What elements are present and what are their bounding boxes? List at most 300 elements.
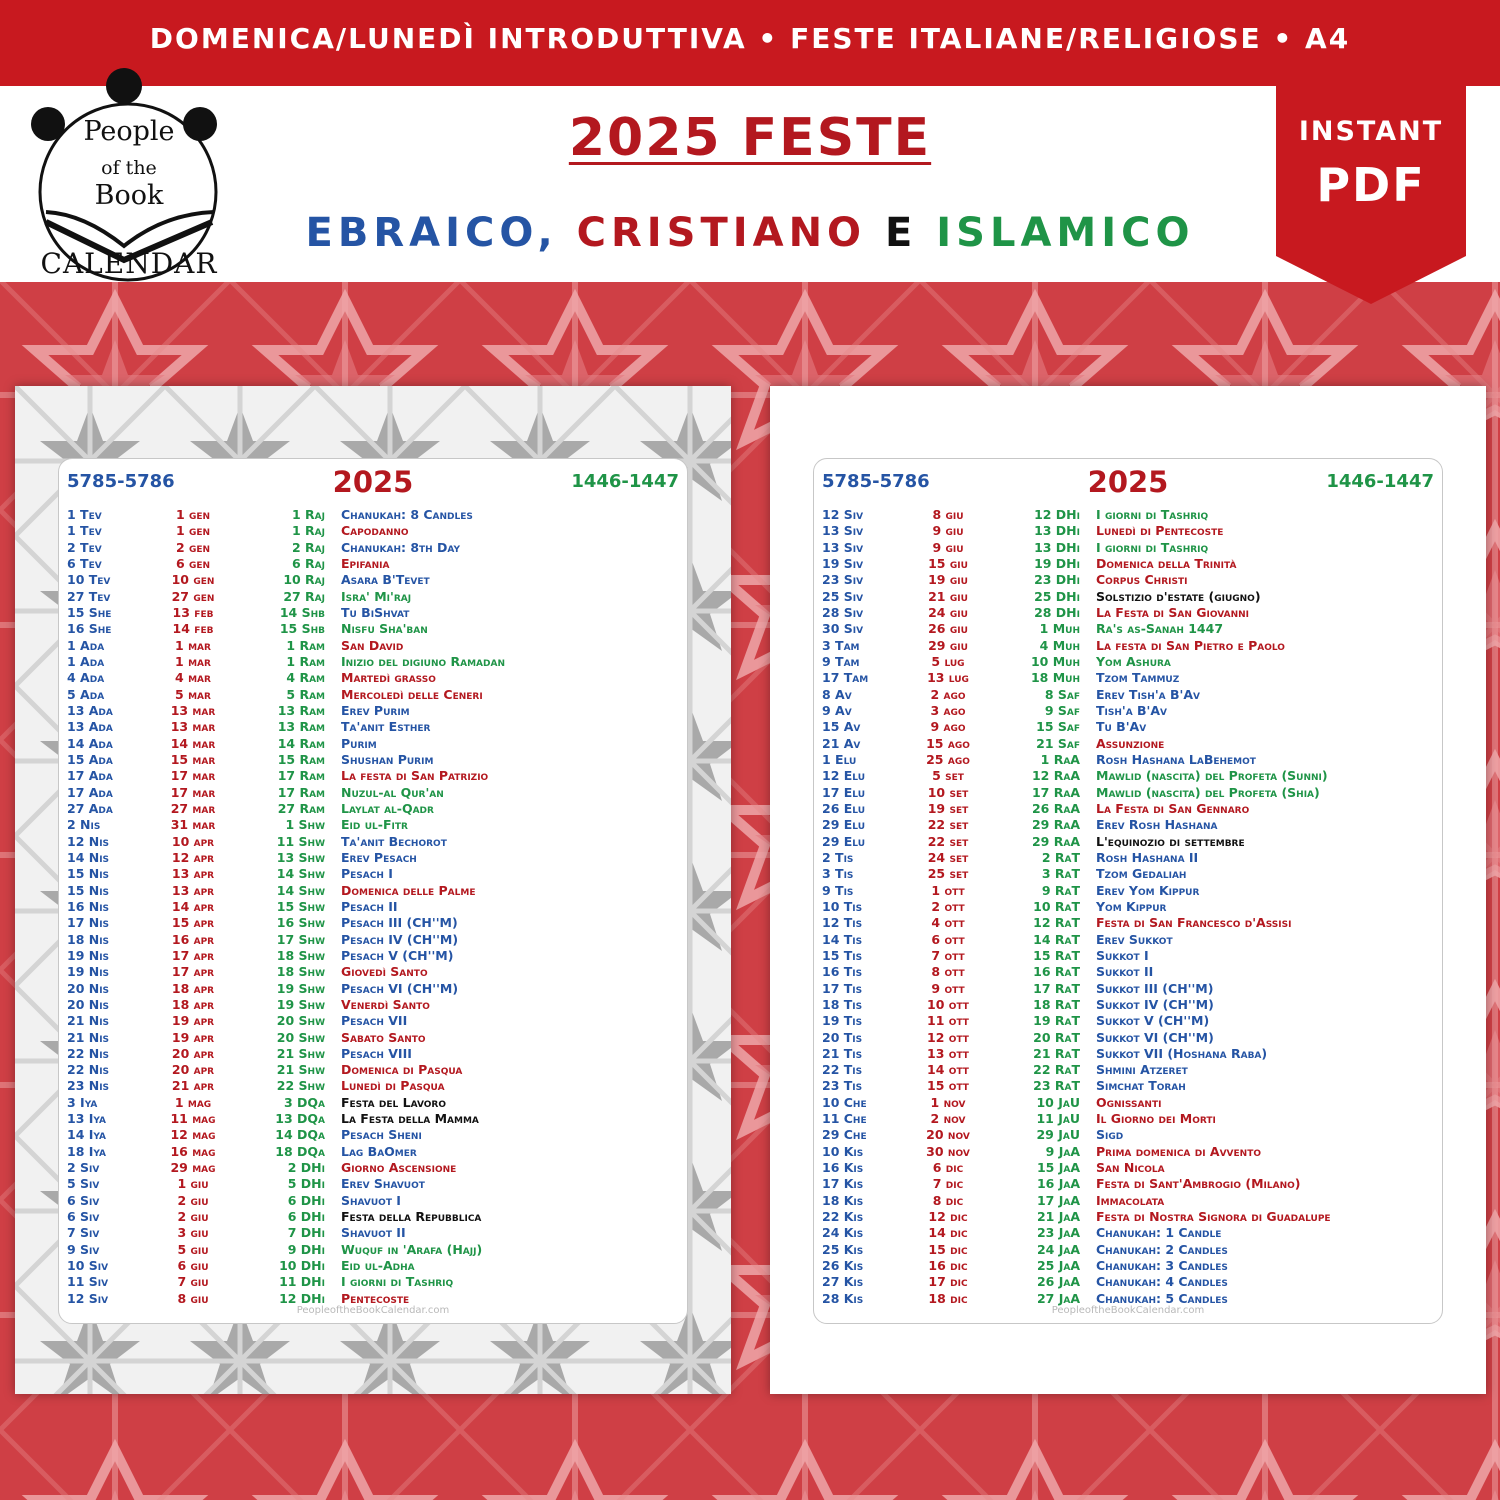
holiday-row: [814, 899, 1442, 915]
holiday-name: Venerdì Santo: [341, 996, 430, 1012]
gregorian-date: 15 dic: [928, 1241, 968, 1257]
hebrew-date: 10 Che: [822, 1094, 867, 1110]
holiday-row: [59, 932, 687, 948]
holiday-name: Sukkot V (CH''M): [1096, 1013, 1210, 1029]
gregorian-date: 22 set: [927, 833, 969, 849]
holiday-name: Pesach V (CH''M): [341, 947, 454, 963]
hebrew-date: 26 Kis: [822, 1258, 864, 1274]
gregorian-date: 2 gen: [175, 539, 211, 555]
holiday-row: [59, 1095, 687, 1111]
hebrew-date: 14 Iya: [67, 1127, 107, 1143]
logo-text-calendar: CALENDAR: [40, 247, 218, 280]
holiday-row: [59, 1209, 687, 1225]
gregorian-date: 8 dic: [932, 1192, 964, 1208]
hebrew-date: 3 Tis: [822, 866, 854, 882]
holiday-name: La festa di San Pietro e Paolo: [1096, 637, 1285, 653]
islamic-date: 1 RaA: [1040, 751, 1080, 767]
holiday-row: [814, 589, 1442, 605]
hebrew-date: 5 Ada: [67, 686, 105, 702]
holiday-name: Erev Pesach: [341, 849, 417, 865]
gregorian-date: 5 set: [932, 768, 964, 784]
gregorian-date: 5 mar: [175, 686, 211, 702]
islamic-date: 25 DHi: [1034, 588, 1080, 604]
islamic-date: 15 Shb: [279, 621, 325, 637]
holiday-row: [59, 850, 687, 866]
holiday-name: Shmini Atzeret: [1096, 1062, 1188, 1078]
gregorian-date: 13 lug: [927, 670, 969, 686]
holiday-name: Festa di Nostra Signora di Guadalupe: [1096, 1209, 1331, 1225]
hebrew-date: 1 Elu: [822, 751, 857, 767]
gregorian-date: 13 mar: [170, 702, 216, 718]
holiday-name: Lunedì di Pasqua: [341, 1078, 445, 1094]
holiday-row: [59, 1111, 687, 1127]
islamic-date: 14 Ram: [277, 735, 325, 751]
hebrew-date: 18 Tis: [822, 996, 863, 1012]
holiday-row: [814, 817, 1442, 833]
islamic-date: 3 DQa: [283, 1094, 325, 1110]
gregorian-date: 6 ott: [931, 931, 965, 947]
holiday-name: Festa della Repubblica: [341, 1209, 482, 1225]
hebrew-date: 16 Kis: [822, 1160, 864, 1176]
holiday-row: [59, 817, 687, 833]
hebrew-date: 24 Kis: [822, 1225, 864, 1241]
gregorian-date: 9 ago: [930, 719, 966, 735]
logo-text-book: Book: [94, 180, 164, 211]
holiday-row: [814, 507, 1442, 523]
holiday-name: I giorni di Tashriq: [341, 1274, 454, 1290]
islamic-date: 11 Shw: [276, 833, 325, 849]
hebrew-date: 21 Tis: [822, 1045, 863, 1061]
holiday-name: Sukkot I: [1096, 947, 1149, 963]
holiday-name: Giovedì Santo: [341, 964, 428, 980]
hebrew-date: 17 Tam: [822, 670, 869, 686]
islamic-date: 8 Saf: [1044, 686, 1080, 702]
hebrew-date: 13 Ada: [67, 719, 113, 735]
islamic-date: 27 Raj: [283, 588, 325, 604]
holiday-name: Pesach VI (CH''M): [341, 980, 459, 996]
gregorian-date: 12 mag: [170, 1127, 216, 1143]
holiday-row: [59, 670, 687, 686]
holiday-name: Chanukah: 3 Candles: [1096, 1258, 1228, 1274]
gregorian-date: 13 mar: [170, 719, 216, 735]
hebrew-date: 9 Av: [822, 702, 852, 718]
islamic-date: 4 Ram: [286, 670, 325, 686]
gregorian-date: 3 ago: [930, 702, 966, 718]
ribbon-instant-label: INSTANT: [1298, 116, 1444, 147]
gregorian-date: 8 giu: [177, 1290, 209, 1306]
islamic-date: 12 RaA: [1031, 768, 1080, 784]
hebrew-date: 27 Kis: [822, 1274, 864, 1290]
islamic-date: 10 Muh: [1030, 653, 1080, 669]
holiday-row: [814, 1111, 1442, 1127]
gregorian-date: 1 gen: [175, 507, 211, 522]
islamic-date: 10 JaU: [1036, 1094, 1080, 1110]
calendar-card: [813, 458, 1443, 1324]
years-header: [59, 465, 687, 499]
islamic-date: 12 DHi: [279, 1290, 325, 1306]
hebrew-date: 19 Nis: [67, 964, 110, 980]
holiday-name: Corpus Christi: [1096, 572, 1188, 588]
islamic-date: 19 Shw: [276, 996, 325, 1012]
islamic-date: 16 Shw: [276, 915, 325, 931]
gregorian-date: 16 dic: [928, 1258, 968, 1274]
holiday-name: Erev Rosh Hashana: [1096, 817, 1218, 833]
islamic-date: 21 JaA: [1036, 1209, 1080, 1225]
islamic-date: 13 Ram: [277, 702, 325, 718]
islamic-date: 11 JaU: [1036, 1111, 1080, 1127]
holiday-name: Domenica della Trinità: [1096, 555, 1237, 571]
islamic-date: 22 Shw: [276, 1078, 325, 1094]
holiday-row: [59, 572, 687, 588]
hebrew-date: 22 Nis: [67, 1045, 110, 1061]
hebrew-date: 11 Che: [822, 1111, 867, 1127]
gregorian-date: 1 ott: [931, 882, 965, 898]
holiday-name: Erev Tish'a B'Av: [1096, 686, 1200, 702]
hebrew-date: 14 Tis: [822, 931, 863, 947]
hebrew-date: 29 Elu: [822, 833, 866, 849]
hebrew-date: 1 Tev: [67, 523, 102, 539]
holiday-name: Ta'anit Esther: [341, 719, 431, 735]
hebrew-date: 17 Tis: [822, 980, 863, 996]
holiday-row: [59, 540, 687, 556]
holiday-row: [814, 1078, 1442, 1094]
gregorian-date: 5 giu: [177, 1241, 209, 1257]
hebrew-date: 5 Siv: [67, 1176, 100, 1192]
islamic-date: 13 Ram: [277, 719, 325, 735]
holiday-name: Capodanno: [341, 523, 409, 539]
islamic-date: 2 DHi: [287, 1160, 325, 1176]
hebrew-date: 17 Ada: [67, 784, 113, 800]
holiday-name: Mawlid (nascita) del Profeta (Shia): [1096, 784, 1320, 800]
holiday-name: Lunedì di Pentecoste: [1096, 523, 1224, 539]
holiday-row: [814, 768, 1442, 784]
islamic-date: 18 DQa: [275, 1143, 325, 1159]
islamic-date: 17 RaA: [1031, 784, 1080, 800]
holiday-name: Chanukah: 2 Candles: [1096, 1241, 1228, 1257]
holiday-name: Sukkot VII (Hoshana Raba): [1096, 1045, 1268, 1061]
islamic-date: 29 RaA: [1031, 833, 1080, 849]
hebrew-date: 20 Nis: [67, 980, 110, 996]
hebrew-date: 9 Siv: [67, 1241, 100, 1257]
islamic-date: 5 DHi: [287, 1176, 325, 1192]
holiday-row: [59, 1062, 687, 1078]
holiday-name: Assunzione: [1096, 735, 1165, 751]
holiday-name: Giorno Ascensione: [341, 1160, 457, 1176]
gregorian-date: 10 gen: [171, 572, 215, 588]
islamic-date: 16 RaT: [1033, 964, 1080, 980]
holiday-name: Wuquf in 'Arafa (Hajj): [341, 1241, 483, 1257]
holiday-row: [59, 736, 687, 752]
islamic-date: 7 DHi: [287, 1225, 325, 1241]
holiday-row: [59, 654, 687, 670]
islamic-date: 12 RaT: [1033, 915, 1080, 931]
holiday-row: [814, 915, 1442, 931]
holiday-row: [59, 1013, 687, 1029]
gregorian-year: 2025: [332, 465, 414, 499]
holiday-name: Laylat al-Qadr: [341, 800, 434, 816]
holiday-row: [814, 1144, 1442, 1160]
islamic-date: 10 DHi: [279, 1258, 325, 1274]
holiday-name: Pesach I: [341, 866, 393, 882]
holiday-row: [814, 1176, 1442, 1192]
islamic-date: 15 Saf: [1036, 719, 1080, 735]
islamic-date: 10 RaT: [1033, 898, 1080, 914]
holiday-row: [59, 1127, 687, 1143]
holiday-name: Martedì grasso: [341, 670, 436, 686]
gregorian-date: 12 dic: [928, 1209, 968, 1225]
gregorian-date: 14 ott: [927, 1062, 969, 1078]
gregorian-date: 8 giu: [932, 507, 964, 522]
holiday-name: Nisfu Sha'ban: [341, 621, 428, 637]
holiday-row: [814, 997, 1442, 1013]
gregorian-date: 1 giu: [177, 1176, 209, 1192]
gregorian-date: 15 giu: [928, 555, 968, 571]
holiday-row: [59, 768, 687, 784]
holiday-row: [59, 1274, 687, 1290]
gregorian-date: 1 nov: [930, 1094, 966, 1110]
holiday-row: [814, 1030, 1442, 1046]
gregorian-date: 22 set: [927, 817, 969, 833]
hebrew-date: 25 Siv: [822, 588, 864, 604]
gregorian-date: 1 mar: [175, 653, 211, 669]
gregorian-date: 13 feb: [172, 604, 214, 620]
islamic-date: 25 JaA: [1036, 1258, 1080, 1274]
hebrew-date: 1 Tev: [67, 507, 102, 522]
islamic-date: 26 JaA: [1036, 1274, 1080, 1290]
islamic-date: 14 DQa: [275, 1127, 325, 1143]
islamic-date: 21 Saf: [1036, 735, 1080, 751]
islamic-date: 20 RaT: [1033, 1029, 1080, 1045]
gregorian-date: 12 apr: [171, 849, 215, 865]
holiday-row: [814, 948, 1442, 964]
hebrew-date: 26 Elu: [822, 800, 866, 816]
calendar-page-right: [770, 386, 1486, 1394]
hebrew-date: 29 Che: [822, 1127, 867, 1143]
islamic-date: 29 JaU: [1036, 1127, 1080, 1143]
gregorian-date: 20 nov: [926, 1127, 970, 1143]
holiday-name: Sukkot IV (CH''M): [1096, 996, 1214, 1012]
holiday-row: [814, 719, 1442, 735]
holiday-name: Eid ul-Fitr: [341, 817, 408, 833]
holiday-name: I giorni di Tashriq: [1096, 539, 1209, 555]
holiday-row: [59, 1160, 687, 1176]
islamic-date: 20 Shw: [276, 1013, 325, 1029]
hebrew-date: 2 Siv: [67, 1160, 100, 1176]
subtitle-and: E: [885, 210, 918, 256]
gregorian-date: 2 giu: [177, 1209, 209, 1225]
gregorian-date: 13 ott: [927, 1045, 969, 1061]
hebrew-date: 22 Kis: [822, 1209, 864, 1225]
hebrew-date: 23 Tis: [822, 1078, 863, 1094]
hebrew-date: 7 Siv: [67, 1225, 100, 1241]
holiday-row: [814, 572, 1442, 588]
hebrew-date: 12 Siv: [67, 1290, 109, 1306]
holiday-row: [814, 1225, 1442, 1241]
islamic-date: 18 Shw: [276, 947, 325, 963]
islamic-date: 1 Ram: [286, 637, 325, 653]
holiday-name: La festa di San Patrizio: [341, 768, 489, 784]
holiday-name: Tish'a B'Av: [1096, 702, 1168, 718]
holiday-row: [59, 687, 687, 703]
holiday-row: [59, 719, 687, 735]
holiday-name: Pesach II: [341, 898, 398, 914]
islamic-date: 28 DHi: [1034, 604, 1080, 620]
holiday-row: [59, 883, 687, 899]
gregorian-date: 12 ott: [927, 1029, 969, 1045]
hebrew-date: 12 Elu: [822, 768, 866, 784]
subtitle-comma: ,: [537, 210, 558, 256]
gregorian-date: 7 ott: [931, 947, 965, 963]
holiday-name: Sigd: [1096, 1127, 1124, 1143]
hebrew-date: 8 Av: [822, 686, 852, 702]
hebrew-date: 3 Tam: [822, 637, 860, 653]
hebrew-date: 13 Ada: [67, 702, 113, 718]
hebrew-date: 27 Ada: [67, 800, 113, 816]
hebrew-date: 10 Tis: [822, 898, 863, 914]
gregorian-date: 2 nov: [930, 1111, 966, 1127]
islamic-date: 15 Ram: [277, 751, 325, 767]
holiday-name: Shushan Purim: [341, 751, 434, 767]
holiday-row: [59, 981, 687, 997]
holiday-name: Erev Shavuot: [341, 1176, 425, 1192]
holiday-name: Festa di Sant'Ambrogio (Milano): [1096, 1176, 1301, 1192]
holiday-name: Rosh Hashana LaBehemot: [1096, 751, 1256, 767]
subtitle-christian: CRISTIANO: [576, 210, 867, 256]
holiday-row: [814, 964, 1442, 980]
hebrew-date: 6 Tev: [67, 555, 102, 571]
gregorian-date: 17 apr: [171, 964, 215, 980]
gregorian-date: 10 apr: [171, 833, 215, 849]
islamic-date: 9 RaT: [1041, 882, 1080, 898]
islamic-date: 1 Shw: [285, 817, 325, 833]
gregorian-date: 19 apr: [171, 1029, 215, 1045]
holiday-name: Domenica delle Palme: [341, 882, 476, 898]
islamic-date: 19 DHi: [1034, 555, 1080, 571]
gregorian-date: 4 mar: [175, 670, 211, 686]
holiday-name: Yom Kippur: [1096, 898, 1167, 914]
holiday-row: [814, 1095, 1442, 1111]
gregorian-date: 11 mag: [170, 1111, 216, 1127]
islamic-date: 26 RaA: [1031, 800, 1080, 816]
banner-text: DOMENICA/LUNEDÌ INTRODUTTIVA • FESTE ITALIANE/RELIGIOSE • A4: [149, 22, 1351, 55]
holiday-row: [59, 1144, 687, 1160]
gregorian-year: 2025: [1087, 465, 1169, 499]
holiday-name: Sabato Santo: [341, 1029, 426, 1045]
gregorian-date: 21 apr: [171, 1078, 215, 1094]
islamic-date: 10 Raj: [283, 572, 325, 588]
hebrew-date: 20 Tis: [822, 1029, 863, 1045]
holiday-row: [814, 1258, 1442, 1274]
islamic-date: 15 JaA: [1036, 1160, 1080, 1176]
gregorian-date: 15 mar: [170, 751, 216, 767]
hebrew-date: 16 Tis: [822, 964, 863, 980]
islamic-date: 27 JaA: [1036, 1290, 1080, 1306]
islamic-date: 19 RaT: [1033, 1013, 1080, 1029]
holiday-name: Isra' Mi'raj: [341, 588, 412, 604]
gregorian-date: 11 ott: [927, 1013, 969, 1029]
islamic-date: 17 RaT: [1033, 980, 1080, 996]
gregorian-date: 17 mar: [170, 784, 216, 800]
holiday-name: Prima domenica di Avvento: [1096, 1143, 1261, 1159]
holiday-row: [59, 866, 687, 882]
hebrew-date: 23 Siv: [822, 572, 864, 588]
gregorian-date: 30 nov: [926, 1143, 970, 1159]
main-title: 2025 FESTE: [568, 108, 932, 168]
gregorian-date: 31 mar: [170, 817, 216, 833]
holiday-row: [814, 883, 1442, 899]
hebrew-date: 1 Ada: [67, 653, 105, 669]
holiday-row: [814, 736, 1442, 752]
hebrew-date: 28 Kis: [822, 1290, 864, 1306]
gregorian-date: 18 apr: [171, 980, 215, 996]
gregorian-date: 14 mar: [170, 735, 216, 751]
gregorian-date: 19 set: [927, 800, 969, 816]
holiday-name: Domenica di Pasqua: [341, 1062, 463, 1078]
islamic-date: 13 DHi: [1034, 539, 1080, 555]
hebrew-date: 15 She: [67, 604, 112, 620]
holiday-name: Pesach III (CH''M): [341, 915, 458, 931]
holiday-row: [814, 981, 1442, 997]
ribbon-pdf-label: PDF: [1316, 158, 1426, 212]
gregorian-date: 29 giu: [928, 637, 968, 653]
islamic-date: 23 RaT: [1033, 1078, 1080, 1094]
holiday-name: Eid ul-Adha: [341, 1258, 415, 1274]
holiday-row: [59, 1193, 687, 1209]
holiday-name: Sukkot II: [1096, 964, 1154, 980]
hebrew-date: 27 Tev: [67, 588, 111, 604]
holiday-name: Pentecoste: [341, 1290, 410, 1306]
gregorian-date: 15 apr: [171, 915, 215, 931]
gregorian-date: 27 mar: [170, 800, 216, 816]
holiday-name: Tzom Tammuz: [1096, 670, 1180, 686]
islamic-date: 14 RaT: [1033, 931, 1080, 947]
islamic-date: 9 JaA: [1045, 1143, 1080, 1159]
holiday-name: Sukkot VI (CH''M): [1096, 1029, 1214, 1045]
gregorian-date: 1 gen: [175, 523, 211, 539]
holiday-name: Festa di San Francesco d'Assisi: [1096, 915, 1292, 931]
holiday-row: [814, 523, 1442, 539]
hebrew-date: 4 Ada: [67, 670, 105, 686]
gregorian-date: 18 dic: [928, 1290, 968, 1306]
holiday-name: Pesach VIII: [341, 1045, 412, 1061]
gregorian-date: 1 mag: [174, 1094, 212, 1110]
holiday-name: Pesach VII: [341, 1013, 408, 1029]
subtitle-jewish: EBRAICO: [305, 210, 538, 256]
gregorian-date: 29 mag: [170, 1160, 216, 1176]
hebrew-date: 10 Kis: [822, 1143, 864, 1159]
hebrew-date: 30 Siv: [822, 621, 864, 637]
holiday-name: Tu BiShvat: [341, 604, 410, 620]
holiday-row: [59, 785, 687, 801]
holiday-name: Ta'anit Bechorot: [341, 833, 447, 849]
islamic-date: 18 RaT: [1033, 996, 1080, 1012]
islamic-date: 19 Shw: [276, 980, 325, 996]
gregorian-date: 14 feb: [172, 621, 214, 637]
gregorian-date: 7 giu: [177, 1274, 209, 1290]
holiday-name: Simchat Torah: [1096, 1078, 1186, 1094]
islamic-date: 22 RaT: [1033, 1062, 1080, 1078]
hebrew-date: 19 Nis: [67, 947, 110, 963]
islamic-date: 5 Ram: [286, 686, 325, 702]
holiday-row: [59, 507, 687, 523]
hebrew-date: 13 Iya: [67, 1111, 107, 1127]
holiday-name: La Festa della Mamma: [341, 1111, 479, 1127]
holiday-row: [814, 1062, 1442, 1078]
islamic-date: 17 Ram: [277, 784, 325, 800]
islamic-date: 1 Raj: [292, 507, 325, 522]
hebrew-date: 1 Ada: [67, 637, 105, 653]
holiday-list: [814, 507, 1442, 1307]
